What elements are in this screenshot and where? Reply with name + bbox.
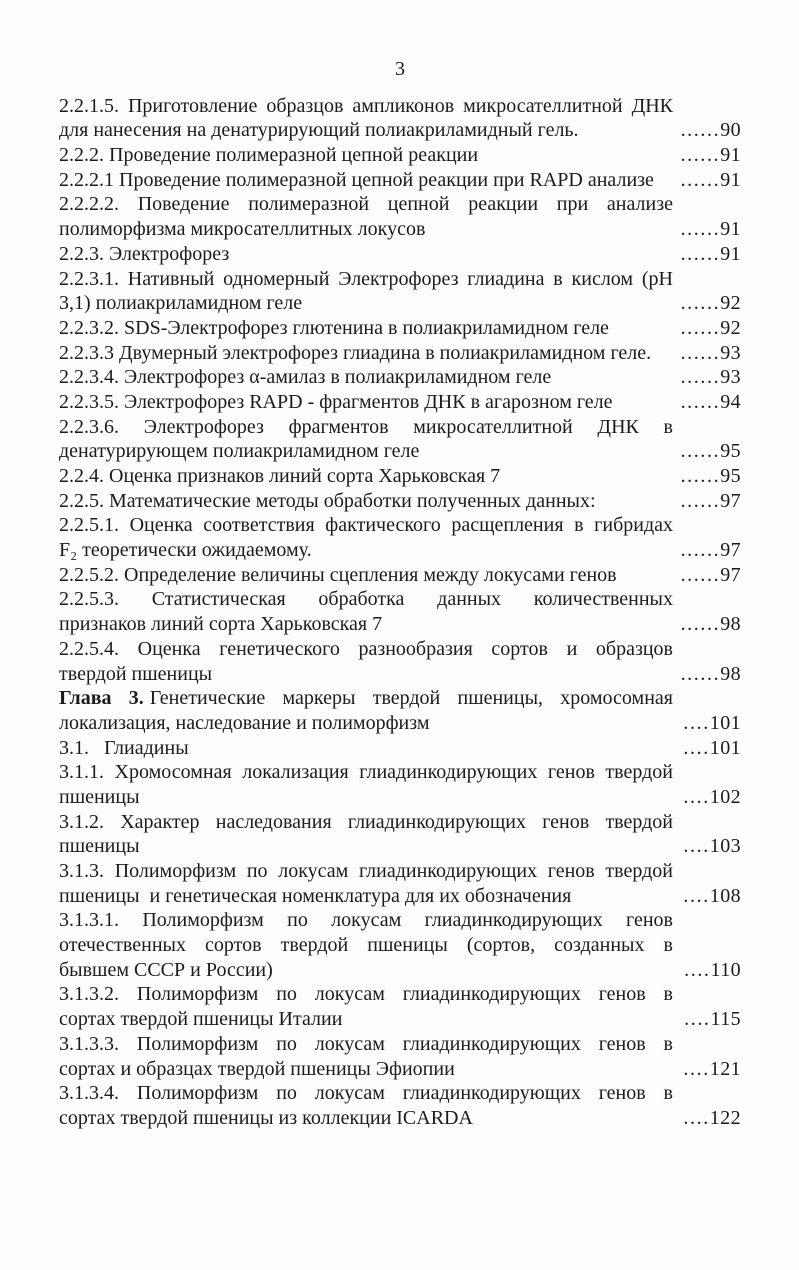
toc-page-ref [683, 736, 741, 761]
toc-page-number: 98 [720, 613, 741, 636]
toc-page-number: 95 [720, 440, 741, 463]
toc-page-ref [681, 489, 741, 514]
dot-leader: .... [683, 1106, 710, 1129]
chapter-label: Глава 3. [59, 687, 144, 710]
toc-line-title: 2.2.2.1 Проведение полимеразной цепной реакции при RAPD анализе [59, 168, 654, 191]
toc-line-title: 2.2.5.4. Оценка генетического разнообразия сортов и образцов [59, 637, 673, 660]
toc-line-text [59, 464, 500, 489]
toc-line-title: 2.2.3.5. Электрофорез RAPD - фрагментов ДНК в агарозном геле [59, 390, 613, 413]
toc-line [59, 341, 741, 366]
toc-page-ref [681, 464, 741, 489]
toc-line-text [59, 242, 229, 267]
toc-line [59, 711, 741, 736]
toc-line-text [59, 1106, 473, 1131]
toc-line [59, 439, 741, 464]
toc-line-text [59, 761, 673, 783]
toc-line [59, 760, 673, 785]
toc-line-text [59, 291, 302, 316]
toc-page-ref [681, 291, 741, 316]
toc-line-text [59, 268, 673, 290]
toc-line [59, 884, 741, 909]
toc-line [59, 637, 673, 662]
toc-page-ref [681, 563, 741, 588]
toc-line [59, 513, 673, 538]
toc-page-ref [681, 118, 741, 143]
toc-line-text [59, 316, 609, 341]
toc-line [59, 390, 741, 415]
toc-line-text [59, 95, 673, 117]
toc-page-number: 97 [720, 489, 741, 512]
toc-line-text [59, 687, 673, 709]
toc-line [59, 217, 741, 242]
toc-line-text [59, 341, 651, 366]
toc-page-number: 97 [720, 563, 741, 586]
dot-leader: ...... [680, 539, 721, 562]
toc-page-number: 97 [720, 539, 741, 562]
toc-page-number: 121 [709, 1057, 741, 1080]
toc-page-number: 91 [720, 242, 741, 265]
toc-line [59, 736, 741, 761]
toc-line-text [59, 143, 478, 168]
toc-line [59, 1007, 741, 1032]
dot-leader: ...... [680, 316, 721, 339]
toc-page-number: 93 [720, 341, 741, 364]
toc-line-title: 2.2.3.2. SDS-Электрофорез глютенина в полиакриламидном геле [59, 316, 609, 339]
toc-line-title: 2.2.3.6. Электрофорез фрагментов микросателлитной ДНК в [59, 415, 673, 438]
toc-line-text [59, 811, 673, 833]
toc-line [59, 587, 673, 612]
dot-leader: ...... [680, 366, 721, 389]
toc-line [59, 1081, 673, 1106]
toc-content [59, 57, 741, 1131]
toc-line-title: 2.2.3. Электрофорез [59, 242, 230, 265]
toc-line-text [59, 983, 673, 1005]
toc-line-text [59, 860, 673, 882]
toc-line-title: сортах и образцах твердой пшеницы Эфиопии [59, 1057, 455, 1080]
toc-line-text [59, 588, 673, 610]
toc-line-text [59, 416, 673, 438]
toc-line-title: 3.1. Глиадины [59, 736, 189, 759]
toc-page-number: 95 [720, 465, 741, 487]
toc-line-title: денатурирующем полиакриламидном геле [59, 440, 420, 463]
toc-page-number: 91 [720, 168, 741, 191]
toc-line-text [59, 1033, 673, 1055]
toc-line-text [59, 736, 189, 761]
toc-page-ref [681, 390, 741, 415]
dot-leader: ...... [680, 218, 721, 241]
toc-line [59, 834, 741, 859]
toc-line [59, 810, 673, 835]
toc-page-number: 110 [710, 958, 741, 981]
toc-line [59, 168, 741, 193]
toc-line [59, 785, 741, 810]
toc-page-ref [681, 612, 741, 637]
toc-line-text [59, 439, 419, 464]
toc-line-title: 2.2.5.1. Оценка соответствия фактического расщепления в гибридах [59, 514, 673, 537]
toc-line [59, 291, 741, 316]
toc-page-ref [683, 884, 741, 909]
toc-line-title: 3,1) полиакриламидном геле [59, 292, 303, 315]
toc-line [59, 118, 741, 143]
toc-line [59, 267, 673, 292]
dot-leader: ...... [680, 662, 721, 685]
dot-leader: ...... [680, 144, 721, 167]
toc-line [59, 1057, 741, 1082]
toc-line-title: полиморфизма микросателлитных локусов [59, 218, 426, 241]
toc-line-text [59, 489, 596, 514]
toc-page-ref [681, 538, 741, 563]
dot-leader: ...... [680, 563, 721, 586]
toc-line-title: 2.2.1.5. Приготовление образцов ампликонов микросателлитной ДНК [59, 94, 673, 117]
dot-leader: ...... [680, 489, 721, 512]
toc-page-number: 108 [709, 884, 741, 907]
toc-line-text [59, 563, 617, 588]
toc-line-text [59, 909, 673, 931]
toc-page-ref [683, 1057, 741, 1082]
toc-line-text [59, 217, 425, 242]
toc-line-text [59, 884, 571, 909]
toc-line [59, 933, 673, 958]
toc-line-text [59, 662, 212, 687]
toc-page-ref [683, 711, 741, 736]
dot-leader: .... [683, 785, 710, 808]
toc-line [59, 859, 673, 884]
toc-page-number: 94 [720, 390, 741, 413]
toc-line [59, 143, 741, 168]
toc-page-number: 122 [709, 1106, 741, 1129]
toc-page-number: 98 [720, 662, 741, 685]
dot-leader: ...... [680, 465, 721, 487]
toc-line-title: 2.2.4. Оценка признаков линий сорта Харьковская 7 [59, 465, 501, 487]
toc-page-ref [681, 242, 741, 267]
toc-line-title: сортах твердой пшеницы из коллекции ICARDA [59, 1106, 473, 1129]
toc-line [59, 1032, 673, 1057]
toc-page-ref [683, 834, 741, 859]
toc-line-text [59, 1082, 673, 1104]
toc-line-title: 2.2.3.1. Нативный одномерный Электрофорез глиадина в кислом (рН [59, 267, 673, 290]
toc-page-ref [681, 143, 741, 168]
toc-line-title: пшеницы и генетическая номенклатура для их обозначения [59, 884, 572, 907]
toc-line-title: 2.2.2. Проведение полимеразной цепной реакции [59, 144, 479, 167]
toc-line [59, 662, 741, 687]
toc-page-ref [683, 1106, 741, 1131]
toc-line [59, 94, 673, 119]
toc-page-number: 90 [720, 119, 741, 142]
toc-line [59, 316, 741, 341]
toc-page-number: 103 [709, 835, 741, 858]
toc-line-title: 3.1.3. Полиморфизм по локусам глиадинкодирующих генов твердой [59, 860, 673, 882]
dot-leader: ...... [680, 613, 721, 636]
toc-line-title: пшеницы [59, 835, 140, 858]
toc-line-title: признаков линий сорта Харьковская 7 [59, 613, 383, 636]
toc-line-text [59, 118, 579, 143]
toc-page-ref [681, 168, 741, 193]
toc-line-title: сортах твердой пшеницы Италии [59, 1008, 343, 1031]
toc-line-title: 2.2.3.4. Электрофорез α-амилаз в полиакриламидном геле [59, 366, 552, 389]
toc-line-text [59, 390, 613, 415]
toc-line-title: 2.2.3.3 Двумерный электрофорез глиадина в полиакриламидном геле. [59, 341, 652, 364]
toc-page-ref [681, 439, 741, 464]
toc-line-text [59, 1007, 342, 1032]
toc-page-ref [681, 365, 741, 390]
toc-line [59, 563, 741, 588]
toc-page-number: 101 [709, 711, 741, 734]
page-number: 3 [395, 58, 405, 80]
toc-line-title: Генетические маркеры твердой пшеницы, хромосомная [149, 687, 673, 710]
toc-line-text [59, 638, 673, 660]
toc-line-title: F₂ теоретически ожидаемому. [59, 539, 312, 562]
toc-page-number: 102 [709, 785, 741, 808]
toc-line-title: 3.1.3.2. Полиморфизм по локусам глиадинкодирующих генов в [59, 983, 673, 1006]
dot-leader: ...... [680, 292, 721, 315]
toc-line-title: твердой пшеницы [59, 662, 213, 685]
toc-line-title: для нанесения на денатурирующий полиакриламидный гель. [59, 119, 579, 142]
toc-line [59, 958, 741, 983]
toc-page-number: 92 [720, 316, 741, 339]
toc-line [59, 612, 741, 637]
toc-line-title: отечественных сортов твердой пшеницы (сортов, созданных в [59, 934, 673, 957]
toc-page-number: 93 [720, 366, 741, 389]
toc-line-title: 2.2.5.3. Статистическая обработка данных количественных [59, 588, 673, 611]
toc-page-number: 101 [709, 736, 741, 759]
toc-line-title: 3.1.3.3. Полиморфизм по локусам глиадинкодирующих генов в [59, 1032, 673, 1055]
dot-leader: .... [683, 884, 710, 907]
toc-page-ref [681, 217, 741, 242]
dot-leader: ...... [680, 242, 721, 265]
dot-leader: ...... [680, 168, 721, 191]
toc-page-ref [684, 1007, 741, 1032]
toc-page-ref [681, 341, 741, 366]
toc-page-ref [684, 958, 741, 983]
toc-line-text [59, 193, 673, 215]
toc-line-text [59, 538, 312, 563]
toc-line-title: 2.2.5. Математические методы обработки полученных данных: [59, 489, 596, 512]
toc-line-text [59, 514, 673, 536]
toc-line-title: пшеницы [59, 785, 140, 808]
dot-leader: .... [683, 835, 710, 858]
dot-leader: ...... [680, 440, 721, 463]
dot-leader: ...... [680, 390, 721, 413]
toc-line-title: 3.1.3.4. Полиморфизм по локусам глиадинкодирующих генов в [59, 1082, 673, 1105]
toc-line [59, 242, 741, 267]
toc-line-text [59, 711, 430, 736]
toc-line-text [59, 1057, 455, 1082]
dot-leader: ...... [680, 119, 721, 142]
toc-line [59, 686, 673, 711]
toc-line [59, 489, 741, 514]
toc-page-number: 92 [720, 292, 741, 315]
toc-line-text [59, 612, 382, 637]
dot-leader: .... [684, 958, 711, 981]
toc-line-title: 2.2.2.2. Поведение полимеразной цепной реакции при анализе [59, 193, 673, 216]
toc-line-text [59, 785, 140, 810]
toc-line-text [59, 958, 273, 983]
toc-line-title: 3.1.3.1. Полиморфизм по локусам глиадинкодирующих генов [59, 909, 673, 932]
toc-line-text [59, 934, 673, 956]
toc-page-ref [681, 662, 741, 687]
toc-page-number: 115 [710, 1008, 741, 1031]
toc-line-title: 2.2.5.2. Определение величины сцепления между локусами генов [59, 563, 617, 586]
toc-page-number: 91 [720, 218, 741, 241]
toc-line [59, 415, 673, 440]
toc-line-title: 3.1.2. Характер наследования глиадинкодирующих генов твердой [59, 810, 673, 833]
toc-line-text [59, 365, 551, 390]
toc-line-title: бывшем СССР и России) [59, 958, 273, 981]
toc-page-number: 91 [720, 144, 741, 167]
toc-line [59, 365, 741, 390]
toc-line [59, 1106, 741, 1131]
toc-line-title: локализация, наследование и полиморфизм [59, 711, 430, 734]
toc [59, 94, 741, 1131]
toc-line [59, 192, 673, 217]
dot-leader: .... [683, 1057, 710, 1080]
toc-line [59, 908, 673, 933]
toc-line [59, 464, 741, 489]
toc-line [59, 538, 741, 563]
dot-leader: ...... [680, 341, 721, 364]
dot-leader: .... [683, 736, 710, 759]
toc-line-text [59, 834, 140, 859]
dot-leader: .... [684, 1008, 711, 1031]
toc-line-title: 3.1.1. Хромосомная локализация глиадинкодирующих генов твердой [59, 761, 673, 784]
toc-line-text [59, 168, 654, 193]
toc-line [59, 982, 673, 1007]
toc-page-ref [683, 785, 741, 810]
dot-leader: .... [683, 711, 710, 734]
toc-page-ref [681, 316, 741, 341]
